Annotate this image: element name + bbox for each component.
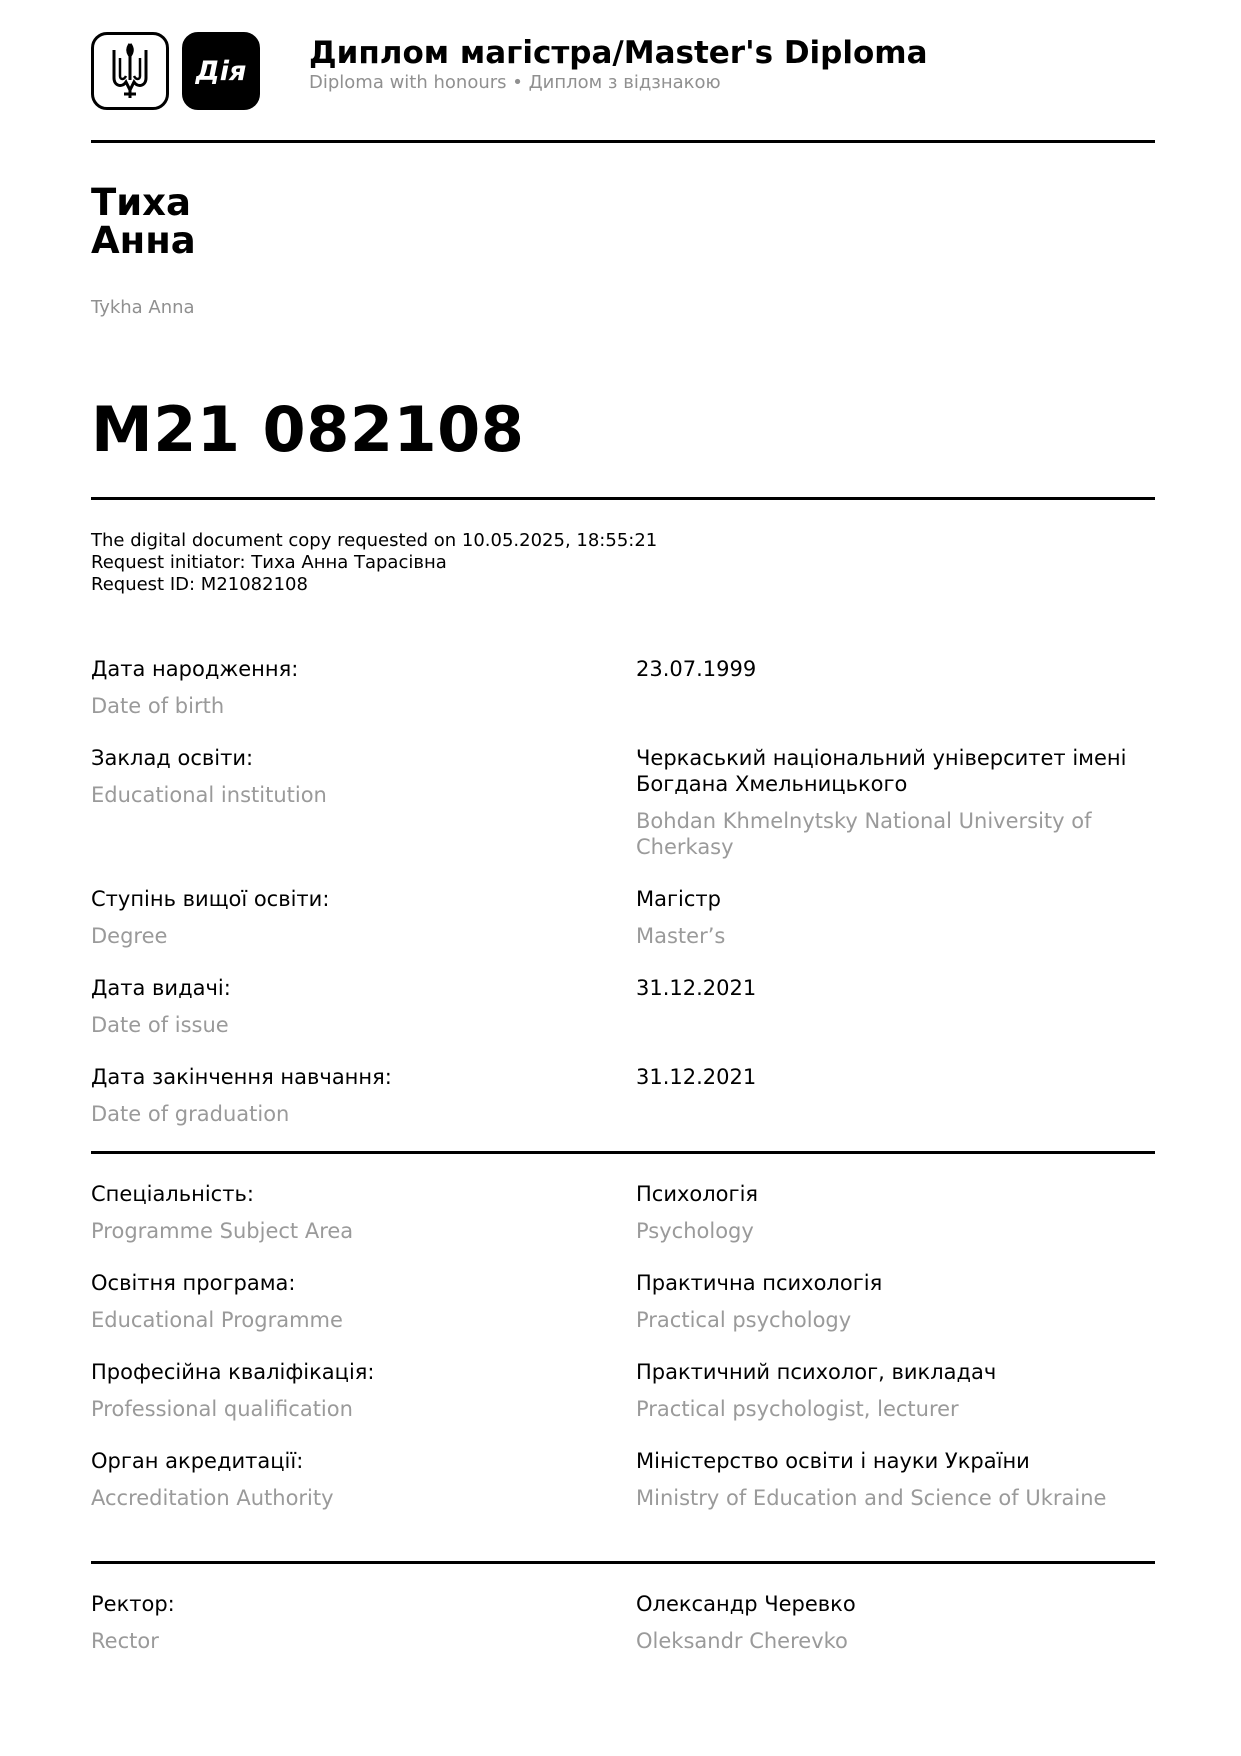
field-value-ua: 31.12.2021	[636, 976, 757, 1000]
header-logos	[91, 32, 260, 110]
field-value-ua: 23.07.1999	[636, 657, 757, 681]
field-value-en: Psychology	[636, 1219, 754, 1243]
field-value-ua: 31.12.2021	[636, 1065, 757, 1089]
request-id: Request ID: M21082108	[91, 574, 308, 595]
field-label-en: Date of issue	[91, 1013, 229, 1037]
field-label-en: Professional qualification	[91, 1397, 353, 1421]
field-label-ua: Дата народження:	[91, 657, 299, 681]
divider	[91, 1561, 1155, 1564]
request-info	[91, 530, 657, 596]
field-label-en: Programme Subject Area	[91, 1219, 354, 1243]
divider	[91, 497, 1155, 500]
request-initiator: Request initiator: Тиха Анна Тарасівна	[91, 552, 447, 573]
holder-surname: Тиха	[91, 181, 191, 224]
document-subtitle: Diploma with honours • Диплом з відзнакою	[309, 72, 721, 93]
field-value-ua: Магістр	[636, 887, 721, 911]
field-label-en: Degree	[91, 924, 168, 948]
divider	[91, 1151, 1155, 1154]
field-value-ua: Олександр Черевко	[636, 1592, 856, 1616]
field-label-ua: Орган акредитації:	[91, 1449, 304, 1473]
field-label-ua: Заклад освіти:	[91, 746, 254, 770]
divider	[91, 140, 1155, 143]
field-label-ua: Ректор:	[91, 1592, 175, 1616]
trident-icon-graphic	[108, 42, 152, 100]
dia-logo	[182, 32, 260, 110]
field-value-en: Ministry of Education and Science of Ukraine	[636, 1486, 1107, 1510]
field-label-en: Educational institution	[91, 783, 327, 807]
field-value-ua: Міністерство освіти і науки України	[636, 1449, 1030, 1473]
field-value-ua: Практична психологія	[636, 1271, 883, 1295]
document-number: М21 082108	[91, 393, 525, 466]
dia-logo-text: Дія	[195, 55, 247, 87]
field-value-en: Practical psychologist, lecturer	[636, 1397, 959, 1421]
field-label-en: Accreditation Authority	[91, 1486, 334, 1510]
field-value-ua: Практичний психолог, викладач	[636, 1360, 997, 1384]
field-label-ua: Ступінь вищої освіти:	[91, 887, 330, 911]
field-label-en: Rector	[91, 1629, 159, 1653]
field-label-ua: Освітня програма:	[91, 1271, 296, 1295]
trident-icon	[91, 32, 169, 110]
holder-given-name: Анна	[91, 219, 196, 262]
request-date: The digital document copy requested on 10.05.2025, 18:55:21	[91, 530, 658, 551]
holder-name	[91, 181, 196, 262]
document-title: Диплом магістра/Master's Diploma	[309, 35, 928, 71]
field-value-en: Master’s	[636, 924, 726, 948]
field-label-ua: Дата закінчення навчання:	[91, 1065, 392, 1089]
field-value-en: Oleksandr Cherevko	[636, 1629, 848, 1653]
header-text	[309, 34, 928, 94]
field-value-ua: Черкаський національний університет імені Богдана Хмельницького	[636, 746, 1127, 796]
field-label-ua: Професійна кваліфікація:	[91, 1360, 375, 1384]
holder-name-latin: Tykha Anna	[91, 297, 195, 318]
field-label-ua: Спеціальність:	[91, 1182, 254, 1206]
field-label-en: Date of graduation	[91, 1102, 290, 1126]
field-label-en: Date of birth	[91, 694, 225, 718]
field-value-en: Bohdan Khmelnytsky National University of Cherkasy	[636, 809, 1092, 859]
field-value-ua: Психологія	[636, 1182, 759, 1206]
field-label-ua: Дата видачі:	[91, 976, 231, 1000]
field-label-en: Educational Programme	[91, 1308, 343, 1332]
field-value-en: Practical psychology	[636, 1308, 852, 1332]
